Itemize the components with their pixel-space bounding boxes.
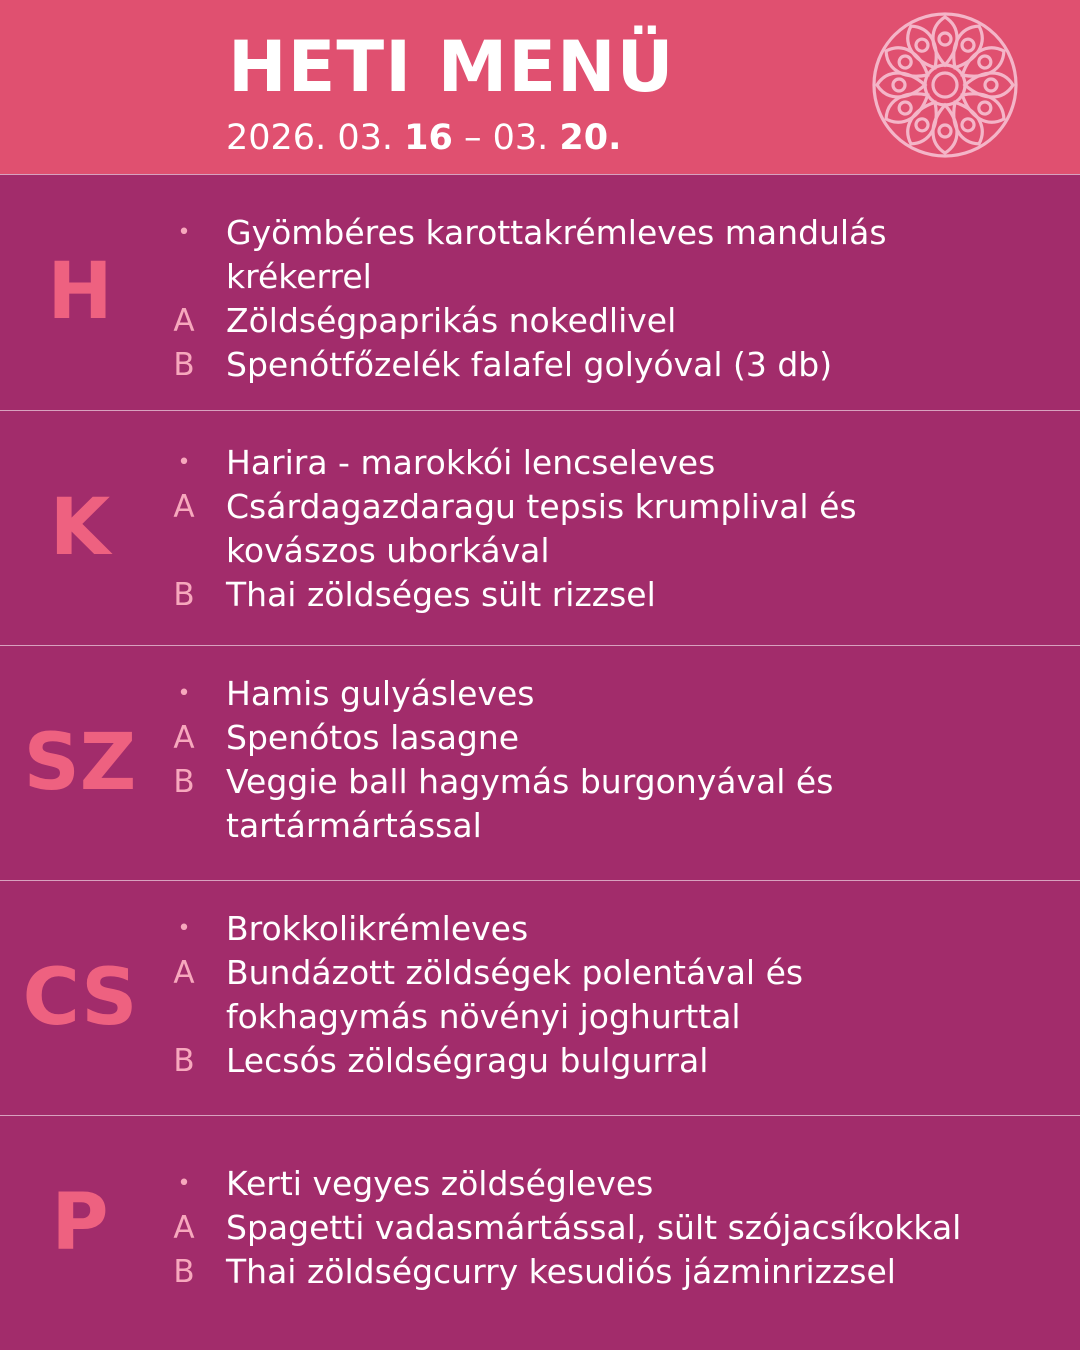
date-end-day: 20. xyxy=(559,118,622,158)
menu-a-line: Bundázott zöldségek polentával és xyxy=(226,953,804,992)
menu-a-marker: A xyxy=(173,1210,195,1246)
menu-a-line: fokhagymás növényi joghurttal xyxy=(226,997,741,1036)
soup-marker: • xyxy=(177,450,191,475)
date-range xyxy=(226,114,621,162)
day-thursday xyxy=(0,880,1080,1115)
day-wednesday xyxy=(0,645,1080,880)
soup-marker: • xyxy=(177,681,191,706)
day-letter: K xyxy=(49,483,111,573)
soup-line: Hamis gulyásleves xyxy=(226,674,535,713)
date-separator: – 03. xyxy=(452,118,560,158)
menu-b-marker: B xyxy=(173,347,195,383)
mandala-petals xyxy=(877,17,1013,153)
menu-a-line: Spenótos lasagne xyxy=(226,718,520,757)
menu-b-marker: B xyxy=(173,577,195,613)
menu-b-line: Thai zöldségcurry kesudiós jázminrizzsel xyxy=(226,1252,896,1291)
soup-marker: • xyxy=(177,1171,191,1196)
soup-line: krékerrel xyxy=(226,257,372,296)
soup-line: Harira - marokkói lencseleves xyxy=(226,443,716,482)
menu-b-marker: B xyxy=(173,764,195,800)
page-title: HETI MENÜ xyxy=(228,26,675,108)
day-letter: P xyxy=(51,1178,109,1268)
date-start-prefix: 2026. 03. xyxy=(226,118,405,158)
soup-marker: • xyxy=(177,916,191,941)
soup-line: Brokkolikrémleves xyxy=(226,909,529,948)
menu-a-marker: A xyxy=(173,303,195,339)
day-monday xyxy=(0,174,1080,410)
menu-b-line: Spenótfőzelék falafel golyóval (3 db) xyxy=(226,345,833,384)
menu-b-line: Thai zöldséges sült rizzsel xyxy=(226,575,656,614)
day-letter: SZ xyxy=(23,718,137,808)
menu-a-marker: A xyxy=(173,955,195,991)
soup-marker: • xyxy=(177,220,191,245)
menu-a-marker: A xyxy=(173,720,195,756)
mandala-icon xyxy=(870,10,1020,160)
menu-a-line: Csárdagazdaragu tepsis krumplival és xyxy=(226,487,857,526)
day-friday xyxy=(0,1115,1080,1350)
menu-a-line: Zöldségpaprikás nokedlivel xyxy=(226,301,677,340)
soup-line: Kerti vegyes zöldségleves xyxy=(226,1164,654,1203)
soup-line: Gyömbéres karottakrémleves mandulás xyxy=(226,213,887,252)
menu-a-line: kovászos uborkával xyxy=(226,531,550,570)
menu-b-marker: B xyxy=(173,1043,195,1079)
header-banner xyxy=(0,0,1080,174)
menu-b-line: Lecsós zöldségragu bulgurral xyxy=(226,1041,709,1080)
day-letter: CS xyxy=(22,953,138,1043)
menu-a-marker: A xyxy=(173,489,195,525)
day-letter: H xyxy=(47,247,113,337)
day-tuesday xyxy=(0,410,1080,645)
menu-b-line: Veggie ball hagymás burgonyával és xyxy=(226,762,834,801)
menu-b-line: tartármártással xyxy=(226,806,482,845)
date-start-day: 16 xyxy=(404,118,453,158)
menu-b-marker: B xyxy=(173,1254,195,1290)
menu-a-line: Spagetti vadasmártással, sült szójacsíkokkal xyxy=(226,1208,962,1247)
